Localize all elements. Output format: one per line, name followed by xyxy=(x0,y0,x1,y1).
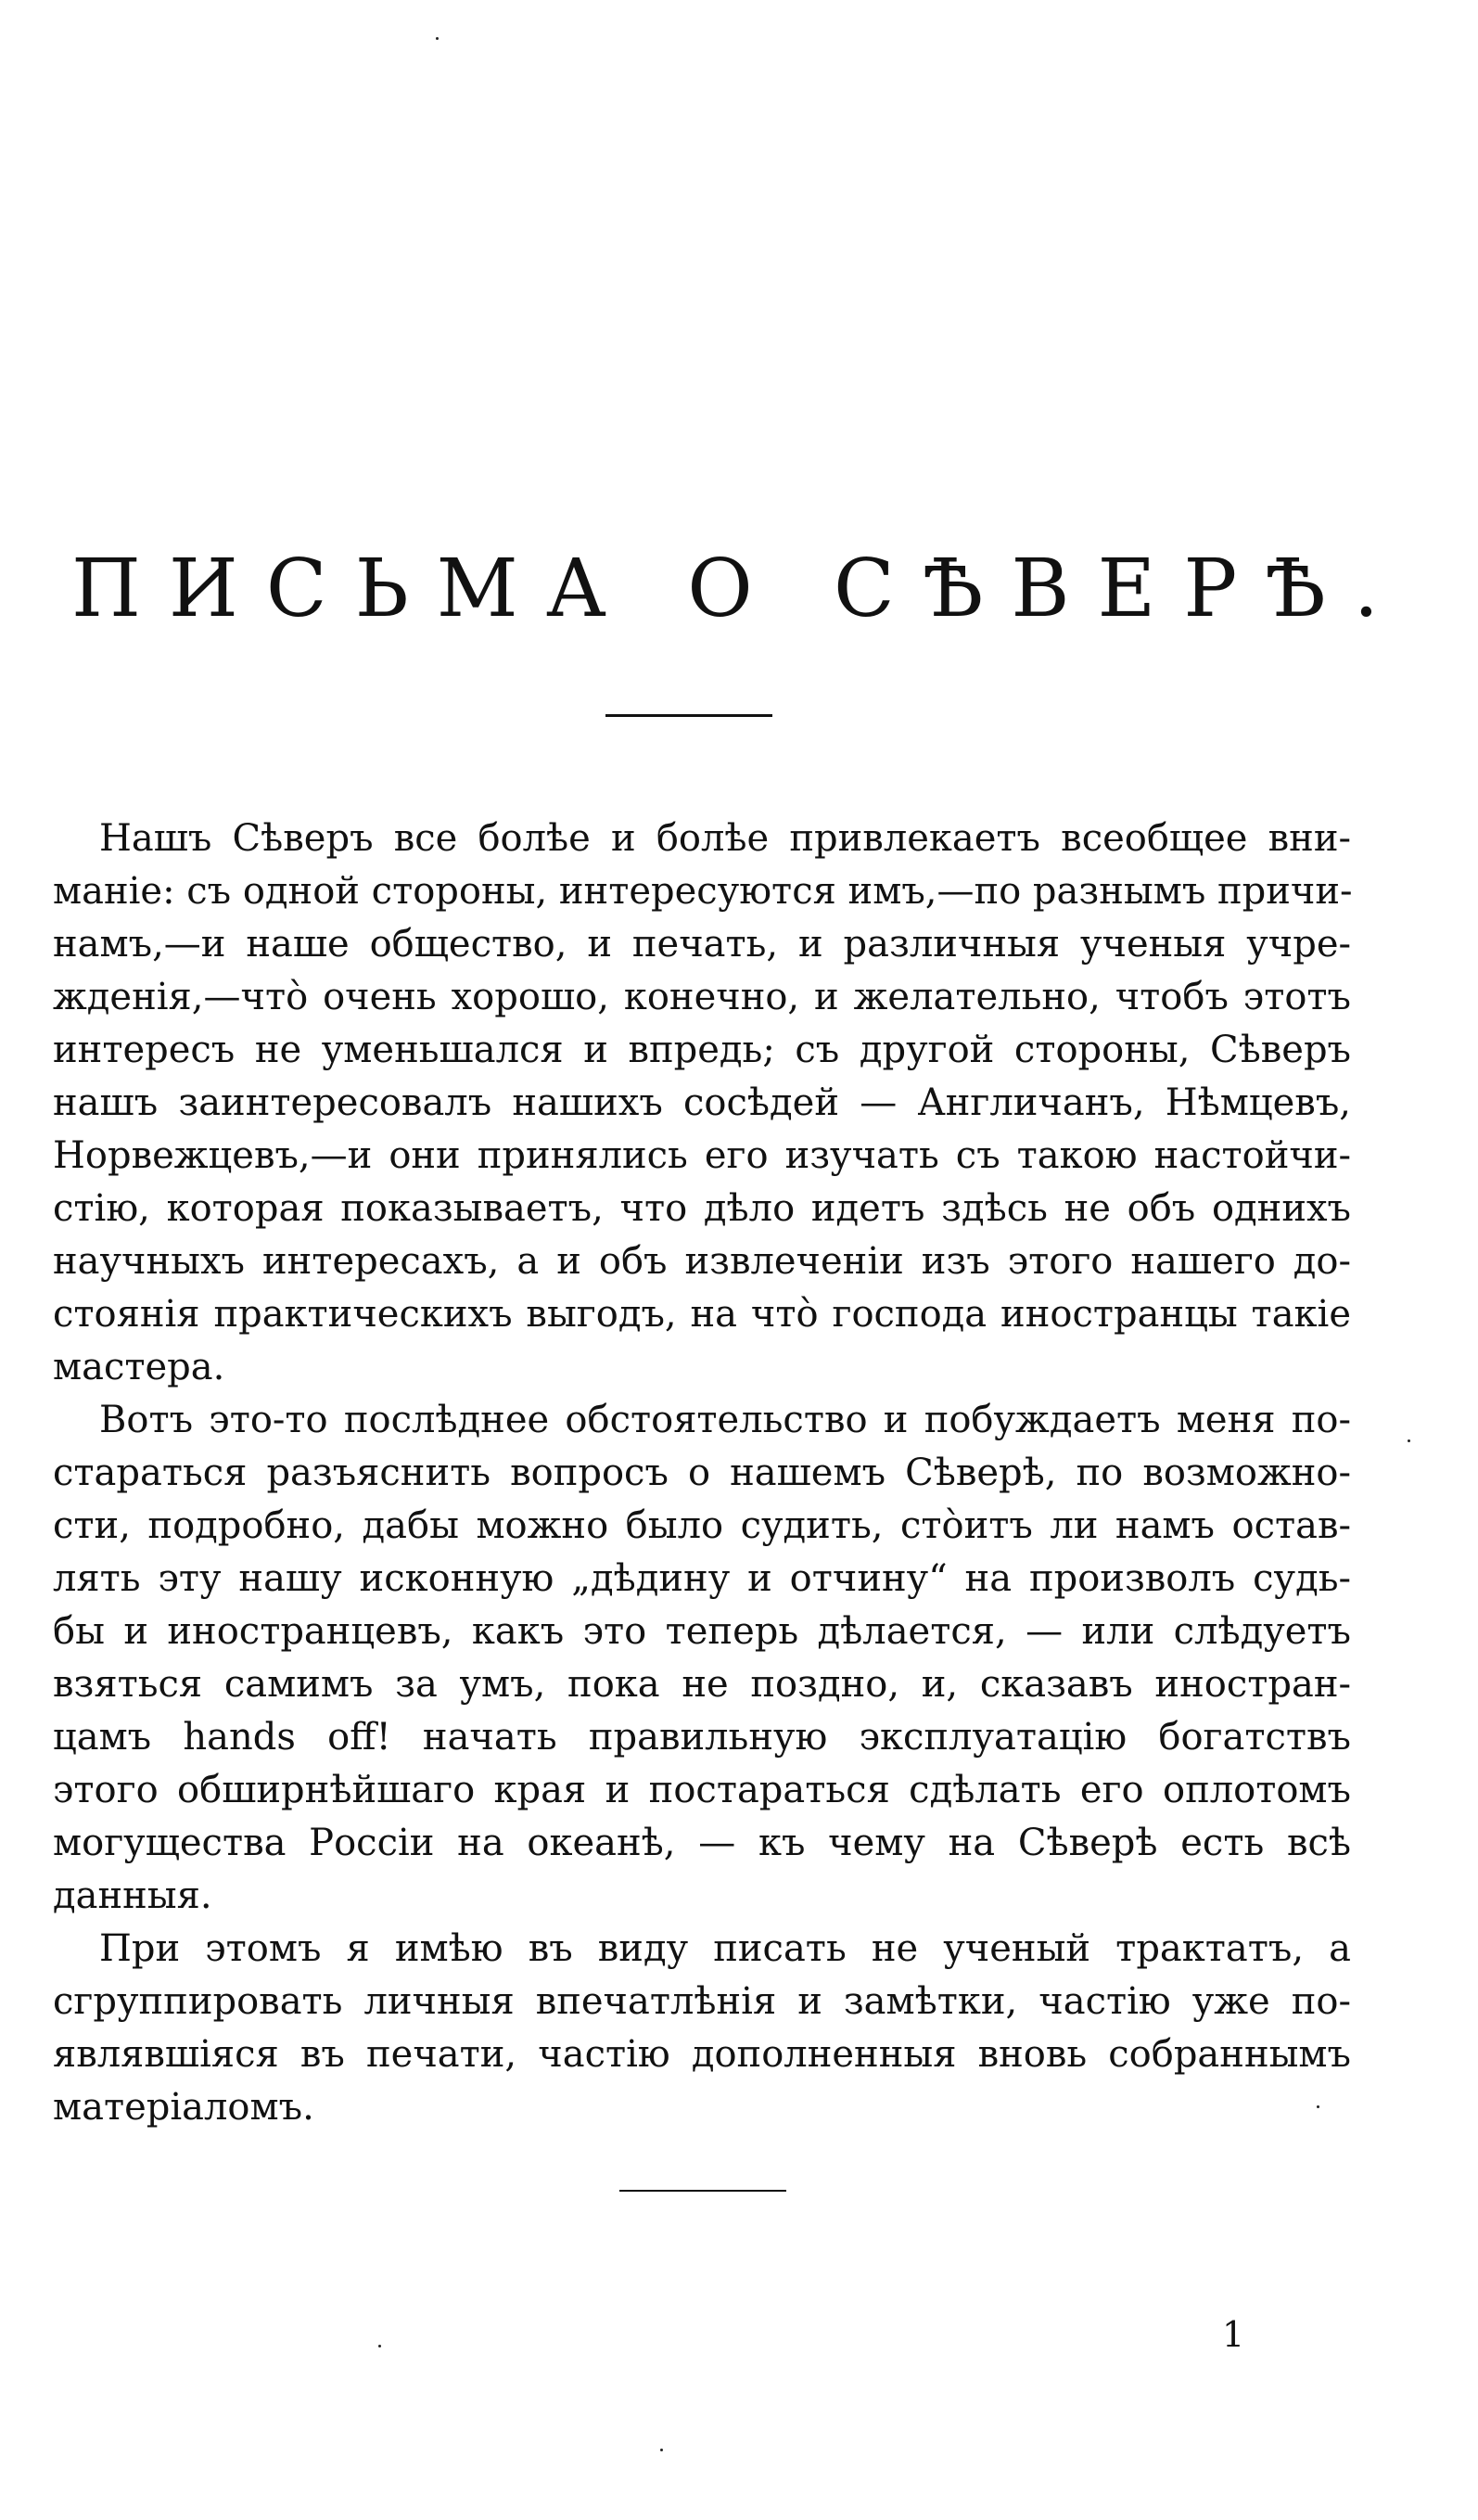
text-line: сти, подробно, дабы можно было судить, сто̀итъ ли намъ остав- xyxy=(53,1504,1351,1547)
text-line: стоянія практическихъ выгодъ, на что̀ господа иностранцы такіе xyxy=(53,1293,1351,1336)
paragraph-3 xyxy=(53,1923,1351,2134)
text-line: намъ,—и наше общество, и печать, и различныя ученыя учре- xyxy=(53,923,1351,966)
chapter-title: ПИСЬМА О СѢВЕРѢ. xyxy=(70,543,1408,635)
text-line: данныя. xyxy=(53,1874,212,1917)
text-line: матеріаломъ. xyxy=(53,2086,314,2129)
text-line: стараться разъяснить вопросъ о нашемъ Сѣверѣ, по возможно- xyxy=(53,1452,1351,1494)
text-line: нашъ заинтересовалъ нашихъ сосѣдей — Англичанъ, Нѣмцевъ, xyxy=(53,1081,1351,1124)
title-divider xyxy=(605,714,772,717)
text-line: интересъ не уменьшался и впредь; съ другой стороны, Сѣверъ xyxy=(53,1029,1351,1071)
text-line: маніе: съ одной стороны, интересуются имъ,—по разнымъ причи- xyxy=(53,870,1353,913)
scan-speck xyxy=(660,2449,663,2451)
text-line: Норвежцевъ,—и они принялись его изучать съ такою настойчи- xyxy=(53,1134,1351,1177)
text-line: являвшіяся въ печати, частію дополненныя вновь собраннымъ xyxy=(53,2033,1351,2076)
scan-speck xyxy=(1317,2105,1319,2108)
text-line: стію, которая показываетъ, что дѣло идетъ здѣсь не объ однихъ xyxy=(53,1187,1351,1230)
paragraph-2 xyxy=(53,1394,1351,1923)
text-line: мастера. xyxy=(53,1346,225,1388)
scan-speck xyxy=(378,2345,381,2347)
scan-speck xyxy=(436,37,439,40)
body-text xyxy=(53,812,1351,2134)
text-line: цамъ hands off! начать правильную эксплуатацію богатствъ xyxy=(53,1716,1351,1759)
text-line: научныхъ интересахъ, а и объ извлеченіи изъ этого нашего до- xyxy=(53,1240,1351,1283)
text-line: При этомъ я имѣю въ виду писать не ученый трактатъ, а xyxy=(99,1927,1351,1970)
paragraph-1 xyxy=(53,812,1351,1394)
page-number: 1 xyxy=(1222,2314,1245,2355)
text-line: этого обширнѣйшаго края и постараться сдѣлать его оплотомъ xyxy=(53,1769,1351,1811)
text-line: могущества Россіи на океанѣ, — къ чему на Сѣверѣ есть всѣ xyxy=(53,1822,1351,1864)
text-line: жденія,—что̀ очень хорошо, конечно, и желательно, чтобъ этотъ xyxy=(53,976,1351,1018)
text-line: бы и иностранцевъ, какъ это теперь дѣлается, — или слѣдуетъ xyxy=(53,1610,1351,1653)
text-line: лять эту нашу исконную „дѣдину и отчину“ на произволъ судь- xyxy=(53,1557,1351,1600)
text-line: взяться самимъ за умъ, пока не поздно, и, сказавъ иностран- xyxy=(53,1663,1351,1706)
text-line: сгруппировать личныя впечатлѣнія и замѣтки, частію уже по- xyxy=(53,1980,1351,2023)
end-divider xyxy=(619,2190,786,2192)
text-line: Вотъ это-то послѣднее обстоятельство и побуждаетъ меня по- xyxy=(99,1399,1351,1441)
scan-speck xyxy=(1408,1439,1410,1442)
text-line: Нашъ Сѣверъ все болѣе и болѣе привлекаетъ всеобщее вни- xyxy=(99,817,1351,860)
